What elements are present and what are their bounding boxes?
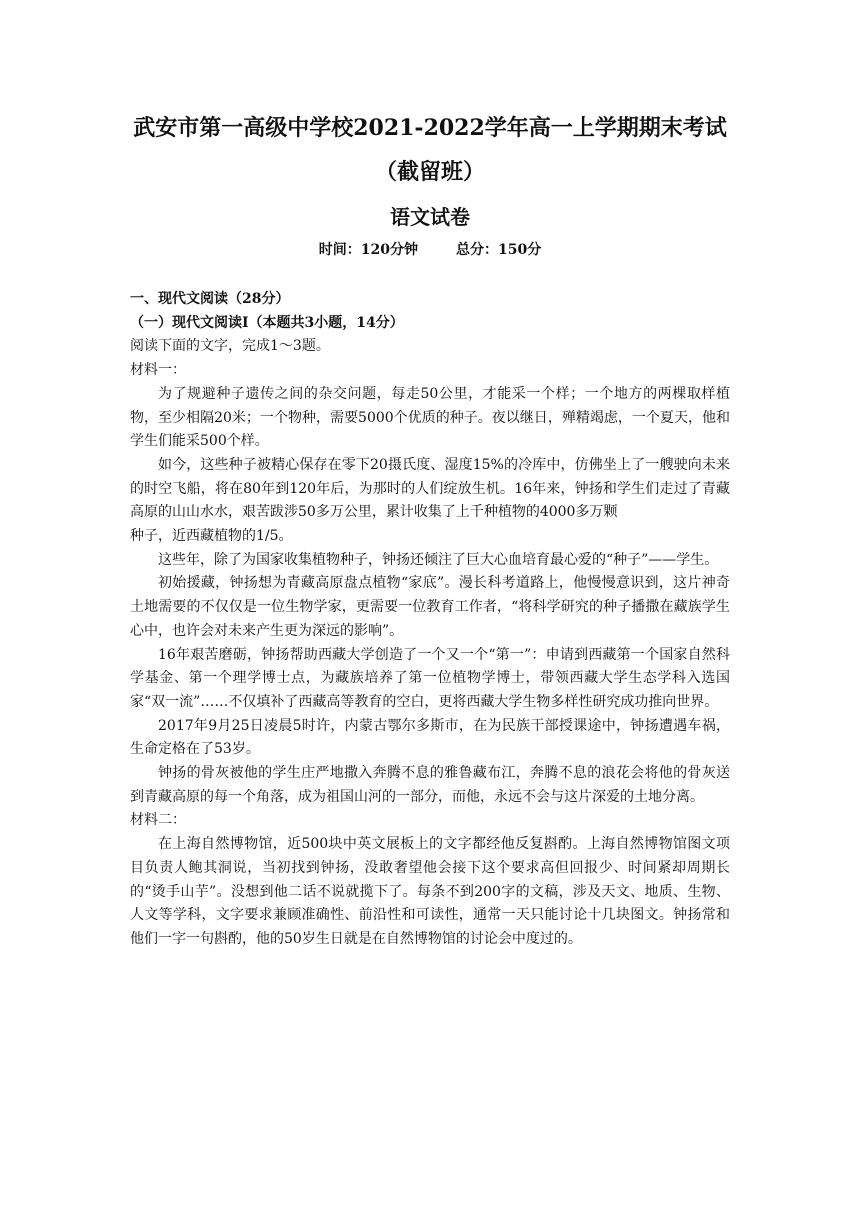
exam-subtitle: （截留班） <box>374 159 485 185</box>
time-limit: 时间：120分钟 <box>318 242 418 258</box>
material1-paragraph-5: 16年艰苦磨砺，钟扬帮助西藏大学创造了一个又一个“第一”：申请到西藏第一个国家自然科学基金、第一个理学博士点，为藏族培养了第一位植物学博士，带领西藏大学生态学科入选国家“双一流”……不仅填补了西藏高等教育的空白，更将西藏大学生物多样性研究成功推向世界。 <box>130 646 730 710</box>
section-heading: 一、现代文阅读（28分） <box>130 291 290 307</box>
material2-paragraph-1: 在上海自然博物馆，近500块中英文展板上的文字都经他反复斟酌。上海自然博物馆图文项目负责人鲍其洞说，当初找到钟扬，没敢奢望他会接下这个要求高但回报少、时间紧却周期长的“烫手山芋”。没想到他二话不说就揽下了。每条不到200字的文稿，涉及天文、地质、生物、人文等学科，文字要求兼顾准确性、前沿性和可读性，通常一天只能讨论十几块图文。钟扬常和他们一字一句斟酌，他的50岁生日就是在自然博物馆的讨论会中度过的。 <box>130 836 730 947</box>
material1-paragraph-1: 为了规避种子遗传之间的杂交问题，每走50公里，才能采一个样；一个地方的两棵取样植物，至少相隔20米；一个物种，需要5000个优质的种子。夜以继日，殚精竭虑，一个夏天，他和学生们能采500个样。 <box>130 385 730 450</box>
subject-title: 语文试卷 <box>390 205 470 229</box>
material1-label: 材料一： <box>130 362 186 379</box>
exam-title: 武安市第一高级中学校2021-2022学年高一上学期期末考试 <box>133 115 727 141</box>
material1-paragraph-2-continued: 种子，近西藏植物的1/5。 <box>130 528 293 545</box>
material1-paragraph-4: 初始援藏，钟扬想为青藏高原盘点植物“家底”。漫长科考道路上，他慢慢意识到，这片神奇土地需要的不仅仅是一位生物学家，更需要一位教育工作者，“将科学研究的种子播撒在藏族学生心中，也许会对未来产生更为深远的影响”。 <box>130 575 730 639</box>
material1-paragraph-6: 2017年9月25日凌晨5时许，内蒙古鄂尔多斯市，在为民族干部授课途中，钟扬遭遇车祸，生命定格在了53岁。 <box>130 717 730 758</box>
reading-content <box>130 288 730 952</box>
material1-paragraph-7: 钟扬的骨灰被他的学生庄严地撒入奔腾不息的雅鲁藏布江，奔腾不息的浪花会将他的骨灰送到青藏高原的每一个角落，成为祖国山河的一部分，而他，永远不会与这片深爱的土地分离。 <box>130 765 730 805</box>
subsection-heading: （一）现代文阅读Ⅰ（本题共3小题，14分） <box>130 314 404 331</box>
material1-paragraph-2: 如今，这些种子被精心保存在零下20摄氏度、湿度15%的冷库中，仿佛坐上了一艘驶向未来的时空飞船，将在80年到120年后，为那时的人们绽放生机。16年来，钟扬和学生们走过了青藏高原的山山水水，艰苦跋涉50多万公里，累计收集了上千种植物的4000多万颗 <box>130 456 730 521</box>
exam-meta <box>0 240 860 260</box>
material2-label: 材料二： <box>130 812 186 829</box>
total-score: 总分：150分 <box>456 242 542 258</box>
reading-instruction: 阅读下面的文字，完成1～3题。 <box>130 338 330 355</box>
material1-paragraph-3: 这些年，除了为国家收集植物种子，钟扬还倾注了巨大心血培育最心爱的“种子”——学生。 <box>158 551 719 568</box>
